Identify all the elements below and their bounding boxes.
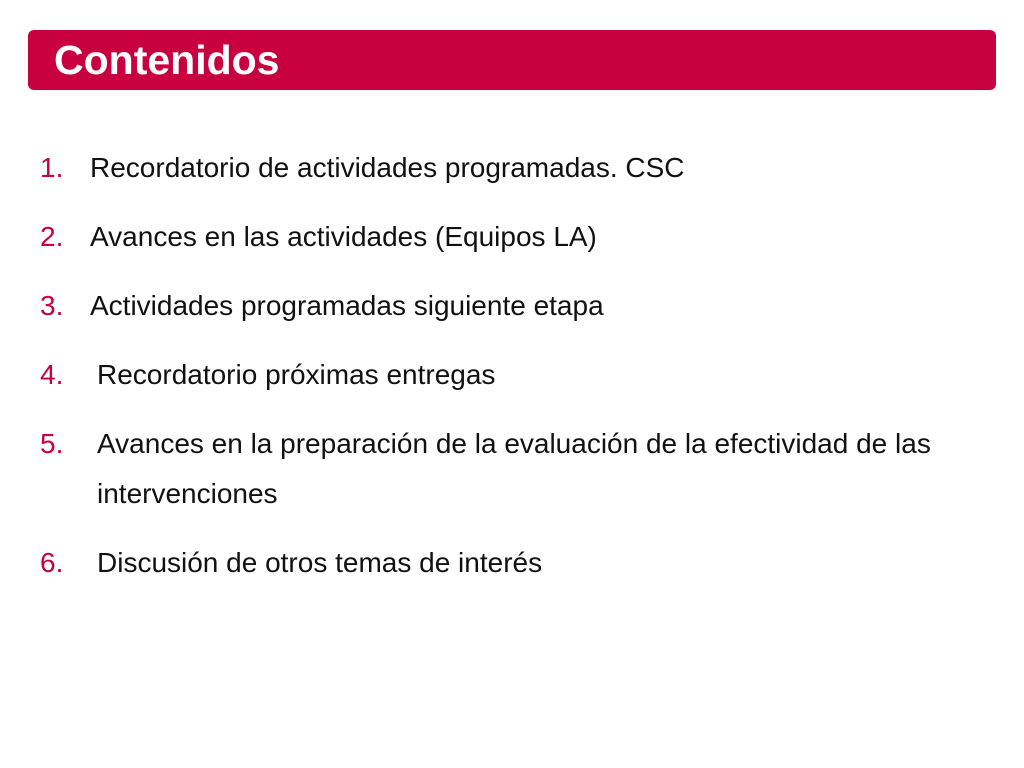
agenda-list (40, 143, 980, 607)
slide-title: Contenidos (54, 36, 280, 83)
agenda-item-number: 3. (40, 290, 64, 321)
agenda-item-text: Recordatorio de actividades programadas. CSC (90, 152, 685, 183)
agenda-item-text: Recordatorio próximas entregas (97, 359, 496, 390)
agenda-item-number: 6. (40, 547, 64, 578)
agenda-item-text: Avances en las actividades (Equipos LA) (90, 221, 597, 252)
agenda-item-text: Discusión de otros temas de interés (97, 547, 543, 578)
agenda-item (40, 350, 980, 400)
agenda-item (40, 212, 980, 262)
agenda-item (40, 143, 980, 193)
agenda-item-number: 2. (40, 221, 64, 252)
agenda-item (40, 281, 980, 331)
agenda-item (40, 538, 980, 588)
agenda-item-text: Avances en la preparación de la evaluación de la efectividad de las intervenciones (97, 428, 931, 509)
agenda-item-number: 1. (40, 152, 64, 183)
agenda-item-number: 5. (40, 428, 64, 459)
agenda-item-number: 4. (40, 359, 64, 390)
title-bar (28, 30, 996, 90)
agenda-item (40, 419, 980, 519)
agenda-item-text: Actividades programadas siguiente etapa (90, 290, 604, 321)
